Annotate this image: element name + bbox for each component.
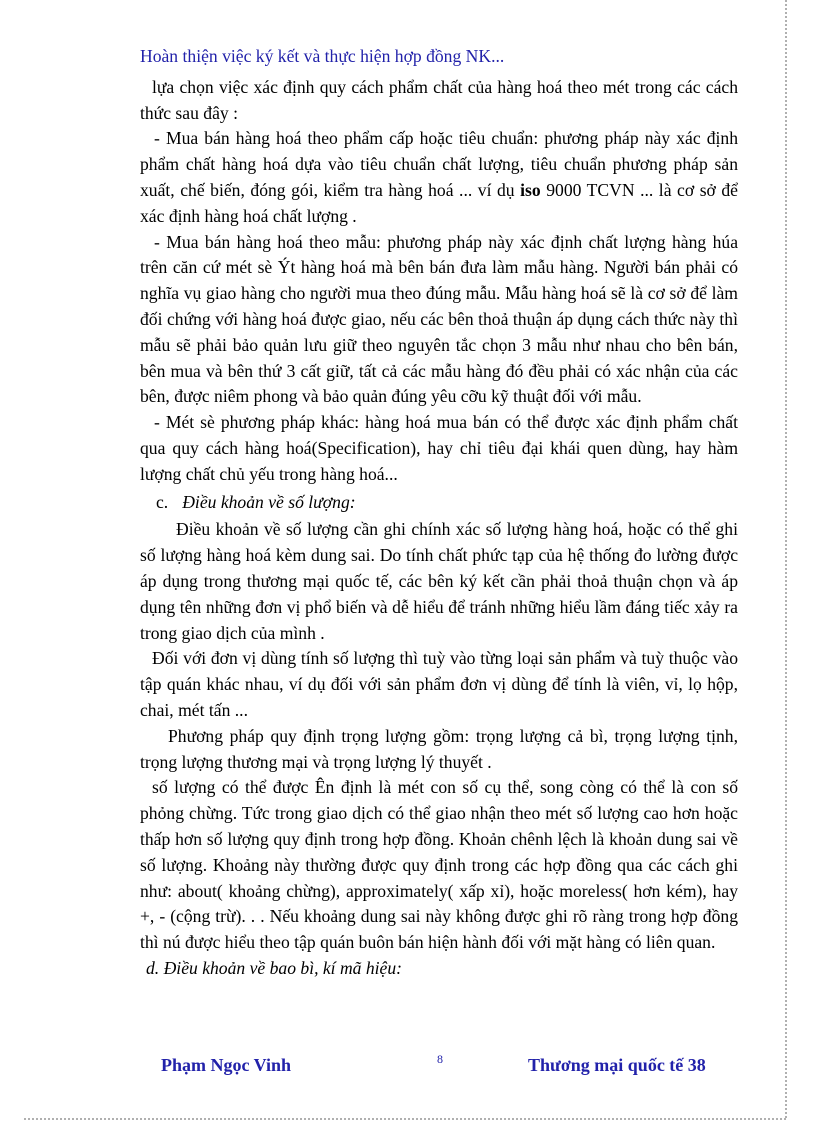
footer-author: Phạm Ngọc Vinh xyxy=(161,1055,292,1075)
page-border-bottom xyxy=(24,1118,786,1120)
running-header: Hoàn thiện việc ký kết và thực hiện hợp đồng NK... xyxy=(140,46,505,66)
paragraph-text: - Mua bán hàng hoá theo phẩm cấp hoặc tiêu chuẩn: phương pháp này xác định phẩm chất hàng hoá dựa vào tiêu chuẩn chất lượng, tiêu chuẩn phương pháp sản xuất, chế biến, đóng gói, kiểm tra hàng hoá ... ví dụ xyxy=(140,128,738,200)
paragraph-standard-grade xyxy=(140,126,738,229)
section-label: c. xyxy=(156,491,169,512)
paragraph-tolerance: số lượng có thể được Ên định là mét con số cụ thể, song còng có thể là con số phỏng chừng. Tức trong giao dịch có thể giao nhận theo mét số lượng cao hơn hoặc thấp hơn số lượng quy định trong hợp đồng. Khoản chênh lệch là khoản dung sai về số lượng. Khoảng này thường được quy định trong các hợp đồng qua các cách ghi như: about( khoảng chừng), approximately( xấp xỉ), hoặc moreless( hơn kém), hay +, - (cộng trừ). . . Nếu khoảng dung sai này không được ghi rõ ràng trong hợp đồng thì nú được hiểu theo tập quán buôn bán hiện hành đối với mặt hàng có liên quan. xyxy=(140,777,738,953)
iso-term: iso xyxy=(520,179,541,200)
paragraph-other-methods: - Mét sè phương pháp khác: hàng hoá mua bán có thể được xác định phẩm chất qua quy cách hàng hoá(Specification), hay chỉ tiêu đại khái quen dùng, hay hàm lượng chất chủ yếu trong hàng hoá... xyxy=(140,412,738,484)
paragraph-weight-methods: Phương pháp quy định trọng lượng gồm: trọng lượng cả bì, trọng lượng tịnh, trọng lượng thương mại và trọng lượng lý thuyết . xyxy=(140,725,738,772)
paragraph-text: 9000 TCVN ... là cơ sở để xác định hàng hoá chất lượng . xyxy=(140,179,738,226)
paragraph-quantity-clause: Điều khoản về số lượng cần ghi chính xác số lượng hàng hoá, hoặc có thể ghi số lượng hàng hoá kèm dung sai. Do tính chất phức tạp của hệ thống đo lường được áp dụng trong thương mại quốc tế, các bên ký kết cần phải thoả thuận chọn và áp dụng tên những đơn vị phổ biến và dễ hiểu để tránh những hiểu lầm đáng tiếc xảy ra trong giao dịch của mình . xyxy=(140,519,738,643)
footer-course: Thương mại quốc tế 38 xyxy=(528,1055,706,1075)
page-border-right xyxy=(785,0,787,1118)
section-heading-quantity xyxy=(140,490,738,516)
paragraph-units: Đối với đơn vị dùng tính số lượng thì tuỳ vào từng loại sản phẩm và tuỳ thuộc vào tập quán khác nhau, ví dụ đối với sản phẩm đơn vị dùng để tính là viên, vỉ, lọ hộp, chai, mét tấn ... xyxy=(140,648,738,720)
page-number: 8 xyxy=(437,1052,443,1066)
section-title: Điều khoản về số lượng: xyxy=(182,491,356,512)
document-body xyxy=(140,44,738,982)
paragraph-sample: - Mua bán hàng hoá theo mẫu: phương pháp này xác định chất lượng hàng húa trên căn cứ mét sè Ýt hàng hoá mà bên bán đưa làm mẫu hàng. Người bán phải có nghĩa vụ giao hàng cho người mua theo đúng mẫu. Mẫu hàng hoá sẽ là cơ sở để làm đối chứng với hàng hoá được giao, nếu các bên thoả thuận áp dụng cách thức này thì mẫu sẽ phải bảo quản lưu giữ theo nguyên tắc chọn 3 mẫu như nhau cho bên bán, bên mua và bên thứ 3 cất giữ, tất cả các mẫu hàng đó đều phải có xác nhận của các bên, được niêm phong và bảo quản đúng yêu cỡu kỹ thuật đối với mẫu. xyxy=(140,231,738,407)
section-heading-packaging: d. Điều khoản về bao bì, kí mã hiệu: xyxy=(146,957,403,978)
paragraph-intro: lựa chọn việc xác định quy cách phẩm chất của hàng hoá theo mét trong các cách thức sau đây : xyxy=(140,76,738,123)
